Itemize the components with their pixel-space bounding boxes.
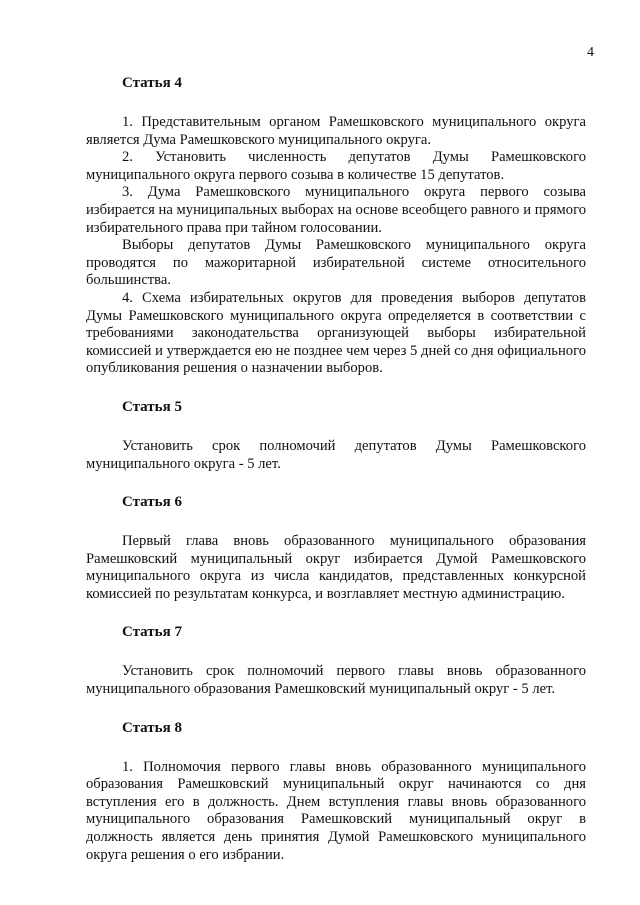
- article-paragraph: 3. Дума Рамешковского муниципального округа первого созыва избирается на муниципальных выборах на основе всеобщего равного и прямого избирательного права при тайном голосовании.: [86, 184, 586, 236]
- article-paragraph: 1. Представительным органом Рамешковского муниципального округа является Дума Рамешковского муниципального округа.: [86, 114, 586, 148]
- article-title: Статья 7: [122, 624, 182, 641]
- article-paragraph: 4. Схема избирательных округов для проведения выборов депутатов Думы Рамешковского муниципального округа определяется в соответствии с требованиями законодательства организующей выборы избирательной комиссией и утверждается ею не позднее чем через 5 дней со дня официального опубликования решения о назначении выборов.: [86, 289, 586, 377]
- article-title: Статья 5: [122, 398, 182, 415]
- article-paragraph: 2. Установить численность депутатов Думы Рамешковского муниципального округа первого созыва в количестве 15 депутатов.: [86, 149, 586, 183]
- article-title: Статья 8: [122, 719, 182, 736]
- article-5: [86, 398, 586, 473]
- article-title: Статья 4: [122, 75, 182, 91]
- document-body: [86, 74, 586, 864]
- article-paragraph: Первый глава вновь образованного муниципального образования Рамешковский муниципальный округ избирается Думой Рамешковского муниципального округа из числа кандидатов, представленных конкурсной комиссией по результатам конкурса, и возглавляет местную администрацию.: [86, 533, 586, 602]
- article-6: [86, 493, 586, 603]
- article-paragraph: 1. Полномочия первого главы вновь образованного муниципального образования Рамешковский муниципальный округ начинаются со дня вступления его в должность. Днем вступления главы вновь образованного муниципального образования Рамешковский муниципальный округ в должность является день принятия Думой Рамешковского муниципального округа решения о его избрании.: [86, 758, 586, 863]
- article-title: Статья 6: [122, 494, 182, 511]
- article-paragraph: Выборы депутатов Думы Рамешковского муниципального округа проводятся по мажоритарной избирательной системе относительного большинства.: [86, 237, 586, 289]
- article-paragraph: Установить срок полномочий первого главы вновь образованного муниципального образования Рамешковский муниципальный округ - 5 лет.: [86, 663, 586, 698]
- article-paragraph: Установить срок полномочий депутатов Думы Рамешковского муниципального округа - 5 лет.: [86, 437, 586, 472]
- article-7: [86, 623, 586, 698]
- page-number: 4: [587, 45, 594, 60]
- article-4: [86, 74, 586, 378]
- article-8: [86, 719, 586, 865]
